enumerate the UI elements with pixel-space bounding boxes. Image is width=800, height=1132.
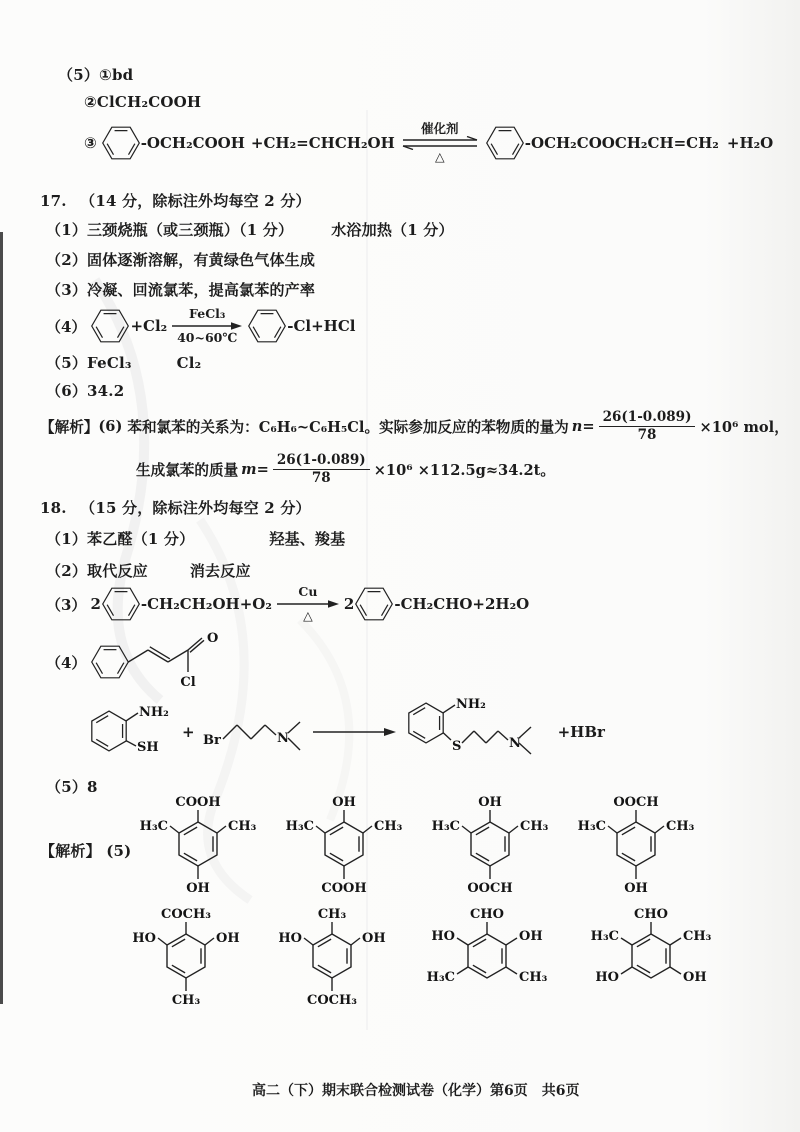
q18-header-text: （15 分，除标注外均每空 2 分） [80,499,311,517]
chlorobenzene-product: -Cl+HCl [287,317,356,335]
benzene-ring [90,304,130,348]
variable-n: n= [571,417,595,435]
temperature-label: 40~60℃ [177,330,238,345]
q18-a3-label: （3） [46,595,87,614]
q18-a2-part2: 消去反应 [189,562,251,580]
substituent-top: OOCH [613,795,659,810]
catalyst-cu: Cu [298,583,318,599]
plus-sign: + [182,723,195,741]
q17-header [40,190,311,211]
substituent-bottom: OH [186,881,210,896]
substituent-top: OH [478,795,502,810]
isomer-row-1 [132,786,702,902]
analysis-6-line1 [40,405,789,447]
q17-answer-6: （6）34.2 [46,382,125,400]
benzene-ring [101,121,141,165]
q18-a1-part1: 苯乙醛（1 分） [87,530,195,548]
catalyst-label: 催化剂 [421,120,459,136]
q17-a4-label: （4） [46,317,87,336]
isomer-structure [576,898,726,1014]
analysis-tag: 【解析】 [40,842,101,860]
isomer-structure [132,786,264,902]
q18-a2-part1: 取代反应 [87,562,148,580]
amine-nitrogen-label: N [508,736,521,751]
substituent-bottom: OH [624,881,648,896]
reaction-arrow [172,307,242,346]
substituent-right: OH [362,931,386,946]
substituent-top: OH [332,795,356,810]
q17-header-text: （14 分，除标注外均每空 2 分） [80,192,311,210]
hbr-byproduct: +HBr [557,723,605,741]
fraction [273,452,370,487]
q16-5-equation [84,112,773,174]
benzene-ring [485,121,525,165]
substituent-lower-left: H₃C [426,970,455,985]
substituent-left: HO [132,931,156,946]
substituent-lower-right: OH [683,970,707,985]
substituent-top: COCH₃ [161,907,211,922]
fraction-numerator: 26(1-0.089) [273,452,370,470]
substituent-bottom: COCH₃ [307,993,357,1008]
amine-nitrogen-label: N [276,731,289,746]
thioether-product-structure [405,693,550,771]
q17-answer-1 [46,219,454,240]
q18-answer-5: （5）8 [46,778,98,796]
benzene-ring [101,582,141,626]
amino-group-label: NH₂ [139,705,169,720]
q18-a1-label: （1） [46,530,88,548]
reaction-arrow [277,585,339,624]
catalyst-fecl3: FeCl₃ [189,305,226,321]
delta-label: △ [434,149,445,164]
q17-a1-label: （1） [46,221,88,239]
substituent-lower-left: HO [595,970,619,985]
analysis-6-text2: ×10⁶ mol， [699,418,789,436]
benzene-ring [247,304,287,348]
q17-a5-part1: FeCl₃ [87,354,132,372]
q17-a1-part1: 三颈烧瓶（或三颈瓶）（1 分） [87,221,294,239]
substituent-top: CHO [634,907,668,922]
product2: +H₂O [726,134,774,152]
q17-answer-5 [46,352,201,373]
q17-answer-3: （3）冷凝、回流氯苯，提高氯苯的产率 [46,281,316,299]
sulfur-label: S [451,739,461,754]
q18-a1-part2: 羟基、羧基 [269,530,346,548]
isomer-structure [570,786,702,902]
analysis-6-text3: 生成氯苯的质量 [136,461,239,479]
substituent-upper-right: OH [519,929,543,944]
coefficient: 2 [343,595,355,613]
q18-answer-1 [46,528,345,549]
cinnamoyl-chloride-structure [90,630,230,694]
substituent-left: H₃C [285,819,314,834]
q16-5-line1 [58,64,133,85]
arrow-icon [311,726,397,738]
q17-answer-4-equation [46,300,355,352]
q17-a5-part2: Cl₂ [176,354,202,372]
substituent-top: CHO [470,907,504,922]
isomer-structure [120,898,252,1014]
analysis-tag: 【解析】 [40,418,99,436]
coefficient: 2 [90,595,101,613]
substituent-left: H₃C [577,819,606,834]
substituent-right: CH₃ [520,819,549,834]
fraction-numerator: 26(1-0.089) [599,409,696,427]
fraction [599,409,696,444]
substituent-top: COOH [175,795,221,810]
analysis-6-text4: ×10⁶ ×112.5g≈34.2t。 [373,461,555,479]
q16-5-label: （5） [58,66,100,84]
substituent-right: CH₃ [374,819,403,834]
reactant2: +CH₂=CHCH₂OH [250,134,395,152]
q18-number: 18. [40,499,67,517]
q16-5-item3-label: ③ [84,134,97,152]
substituent-right: CH₃ [666,819,695,834]
q18-header [40,497,311,518]
substituent-bottom: OOCH [467,881,513,896]
substituent-upper-left: H₃C [590,929,619,944]
substituent-upper-left: HO [431,929,455,944]
q18-a2-label: （2） [46,562,88,580]
benzene-ring [354,582,394,626]
q17-number: 17. [40,192,67,210]
isomer-structure [278,786,410,902]
substituent-left: H₃C [139,819,168,834]
q16-5-answer2: ②ClCH₂COOH [84,93,202,111]
substituent-upper-right: CH₃ [683,929,712,944]
substituent-bottom: COOH [321,881,367,896]
chlorine-label: Cl [180,675,197,690]
q17-answer-2: （2）固体逐渐溶解，有黄绿色气体生成 [46,251,316,269]
reactant1-group: -OCH₂COOH [140,134,245,152]
substituent-bottom: CH₃ [171,993,201,1008]
q16-5-answer1: ①bd [99,66,134,84]
equilibrium-arrows-icon [401,136,479,150]
page-footer: 高二（下）期末联合检测试卷（化学）第6页 共6页 [252,1083,580,1099]
bromo-label: Br [202,733,221,748]
substituent-right: CH₃ [228,819,257,834]
aminothiophenol-structure [86,695,174,769]
scan-edge-line [0,232,3,1004]
analysis-5-number: (5) [106,842,132,860]
fraction-denominator: 78 [311,469,331,486]
analysis-5-label [40,840,131,861]
fraction-denominator: 78 [637,426,657,443]
chlorine-reactant: +Cl₂ [130,317,168,335]
substituent-top: CH₃ [317,907,347,922]
analysis-6-line2 [136,448,555,490]
reversible-arrow [401,122,479,165]
substituent-lower-right: CH₃ [519,970,548,985]
carbonyl-oxygen-label: O [207,631,219,646]
substituent-left: HO [278,931,302,946]
product1-group: -OCH₂COOCH₂CH=CH₂ [524,134,719,152]
variable-m: m= [241,460,269,478]
substituent-right: OH [216,931,240,946]
analysis-6-text1: 苯和氯苯的关系为：C₆H₆~C₆H₅Cl。实际参加反应的苯物质的量为 [127,418,569,436]
q17-a5-label: （5） [46,354,88,372]
aldehyde-product: -CH₂CHO+2H₂O [394,595,530,613]
bromopropylamine-structure [203,704,303,760]
isomer-row-2 [120,898,726,1014]
amino-group-label: NH₂ [455,697,486,712]
q18-answer-4-structure [46,630,230,694]
isomer-structure [266,898,398,1014]
isomer-structure [424,786,556,902]
q17-a1-part2: 水浴加热（1 分） [331,221,454,239]
ethanol-group: -CH₂CH₂OH+O₂ [140,595,272,613]
delta-label: △ [303,608,313,623]
thiol-group-label: SH [137,740,159,755]
q18-answer-3-equation [46,578,529,630]
analysis-6-number: (6) [98,417,123,435]
isomer-structure [412,898,562,1014]
substituent-left: H₃C [431,819,460,834]
q18-a4-label: （4） [46,653,87,672]
q18-answer-4-reaction [86,694,605,770]
